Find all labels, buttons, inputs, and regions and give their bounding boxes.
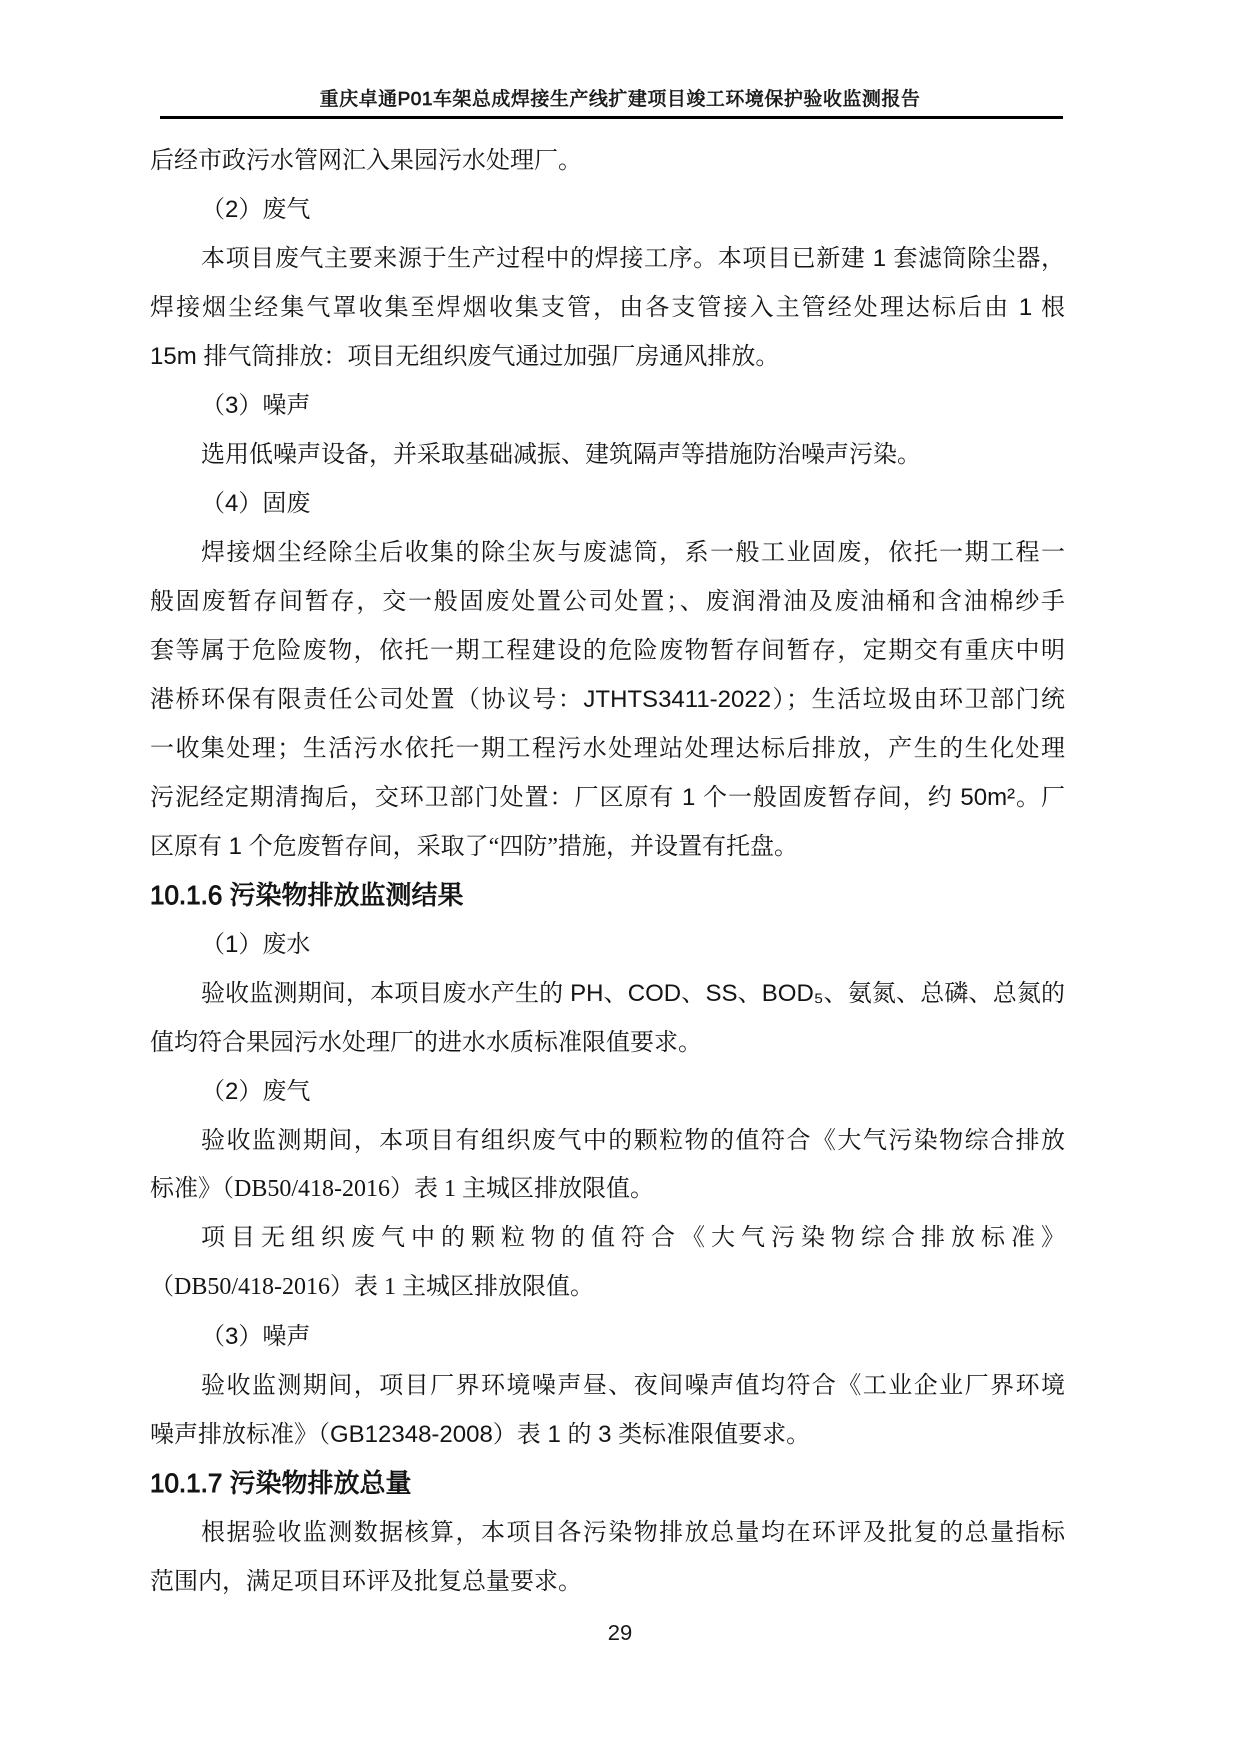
text-line: （4）固废 — [201, 490, 311, 517]
text-line: （3）噪声 — [201, 392, 311, 419]
text-line: 港桥环保有限责任公司处置（协议号：JTHTS3411-2022）；生活垃圾由环卫部门统 — [150, 686, 1065, 713]
text-line: （3）噪声 — [201, 1323, 311, 1350]
text-line: 15m 排气筒排放：项目无组织废气通过加强厂房通风排放。 — [150, 343, 780, 370]
page-number: 29 — [607, 1620, 633, 1645]
text-line: （1）废水 — [201, 931, 311, 958]
text-line: 选用低噪声设备，并采取基础减振、建筑隔声等措施防治噪声污染。 — [201, 441, 921, 468]
text-line: 一收集处理；生活污水依托一期工程污水处理站处理达标后排放，产生的生化处理 — [150, 735, 1065, 762]
text-line: 套等属于危险废物，依托一期工程建设的危险废物暂存间暂存，定期交有重庆中明 — [150, 637, 1065, 664]
text-line: 验收监测期间，本项目废水产生的 PH、COD、SS、BOD₅、氨氮、总磷、总氮的 — [201, 980, 1065, 1007]
text-line: 区原有 1 个危废暂存间，采取了“四防”措施，并设置有托盘。 — [150, 833, 798, 860]
text-line: 值均符合果园污水处理厂的进水水质标准限值要求。 — [150, 1029, 702, 1056]
document-body — [150, 136, 1065, 1606]
text-line: 般固废暂存间暂存，交一般固废处置公司处置；、废润滑油及废油桶和含油棉纱手 — [150, 588, 1065, 615]
text-line: （2）废气 — [201, 1078, 311, 1105]
section-heading: 10.1.6 污染物排放监测结果 — [150, 880, 464, 910]
section-heading: 10.1.7 污染物排放总量 — [150, 1468, 412, 1498]
header-rule — [160, 116, 1063, 119]
text-line: 本项目废气主要来源于生产过程中的焊接工序。本项目已新建 1 套滤筒除尘器， — [201, 245, 1065, 272]
text-line: 标准》（DB50/418-2016）表 1 主城区排放限值。 — [150, 1176, 654, 1202]
text-line: 噪声排放标准》（GB12348-2008）表 1 的 3 类标准限值要求。 — [150, 1421, 811, 1448]
text-line: 焊接烟尘经除尘后收集的除尘灰与废滤筒，系一般工业固废，依托一期工程一 — [201, 539, 1065, 566]
text-line: 后经市政污水管网汇入果园污水处理厂。 — [150, 147, 582, 174]
text-line: 验收监测期间，本项目有组织废气中的颗粒物的值符合《大气污染物综合排放 — [201, 1127, 1065, 1154]
text-line: 项目无组织废气中的颗粒物的值符合《大气污染物综合排放标准》 — [201, 1225, 1065, 1251]
text-line: 范围内，满足项目环评及批复总量要求。 — [150, 1568, 582, 1595]
text-line: 污泥经定期清掏后，交环卫部门处置：厂区原有 1 个一般固废暂存间，约 50m²。厂 — [150, 784, 1065, 811]
text-line: （2）废气 — [201, 196, 311, 223]
text-line: 验收监测期间，项目厂界环境噪声昼、夜间噪声值均符合《工业企业厂界环境 — [201, 1372, 1065, 1399]
text-line: （DB50/418-2016）表 1 主城区排放限值。 — [150, 1274, 594, 1300]
page-header-title: 重庆卓通P01车架总成焊接生产线扩建项目竣工环境保护验收监测报告 — [319, 89, 921, 110]
text-line: 根据验收监测数据核算，本项目各污染物排放总量均在环评及批复的总量指标 — [201, 1519, 1065, 1546]
text-line: 焊接烟尘经集气罩收集至焊烟收集支管，由各支管接入主管经处理达标后由 1 根 — [150, 294, 1065, 321]
